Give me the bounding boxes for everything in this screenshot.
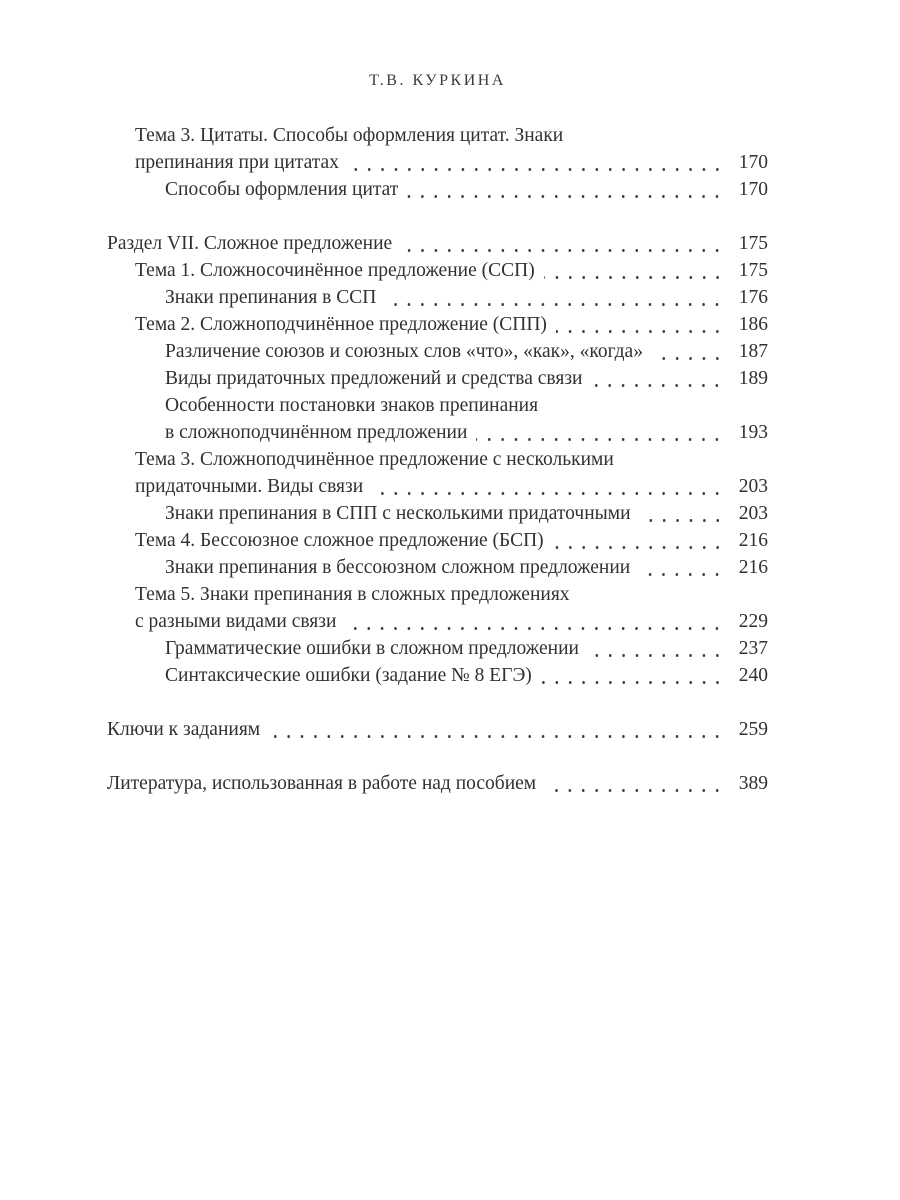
toc-entry-label: придаточными. Виды связи (135, 476, 364, 497)
page-number: 176 (738, 287, 768, 308)
toc-entry-label: Тема 4. Бессоюзное сложное предложение (БСП) (135, 530, 544, 551)
toc-entry (107, 716, 768, 743)
toc-entry-last-line (107, 716, 768, 743)
toc-entry (107, 365, 768, 392)
toc-entry-label: Различение союзов и союзных слов «что», «как», «когда» (165, 341, 643, 362)
page-content (107, 71, 768, 797)
page-number: 229 (738, 611, 768, 632)
page-number: 389 (738, 773, 768, 794)
toc-entry (107, 392, 768, 446)
page-number: 203 (738, 476, 768, 497)
toc-gap (107, 743, 768, 770)
page-number: 189 (738, 368, 768, 389)
toc-entry-last-line (135, 473, 768, 500)
toc-entry-last-line (135, 257, 768, 284)
page-number: 175 (738, 233, 768, 254)
toc-entry-last-line (165, 338, 768, 365)
toc-entry (107, 284, 768, 311)
toc-entry (107, 230, 768, 257)
toc-entry (107, 311, 768, 338)
toc-entry-label: в сложноподчинённом предложении (165, 422, 468, 443)
dot-leader (639, 554, 724, 581)
dot-leader (372, 473, 724, 500)
toc-entry (107, 176, 768, 203)
page-number: 216 (738, 530, 768, 551)
toc-entry-text: Тема 3. Цитаты. Способы оформления цитат. Знаки (135, 125, 564, 146)
toc-entry-label: Литература, использованная в работе над пособием (107, 773, 537, 794)
toc-entry-last-line (165, 635, 768, 662)
dot-leader (640, 500, 724, 527)
toc-entry-label: Тема 2. Сложноподчинённое предложение (СПП) (135, 314, 547, 335)
toc-entry-last-line (135, 149, 768, 176)
toc-entry-last-line (135, 527, 768, 554)
toc-entry-label: препинания при цитатах (135, 152, 339, 173)
page-number: 259 (738, 719, 768, 740)
toc-entry (107, 770, 768, 797)
toc-entry (107, 662, 768, 689)
dot-leader (345, 608, 724, 635)
page-number: 186 (738, 314, 768, 335)
page-number: 170 (738, 152, 768, 173)
toc-entry (107, 581, 768, 635)
toc-entry-label: Знаки препинания в ССП (165, 287, 377, 308)
toc-entry (107, 527, 768, 554)
page-number: 187 (738, 341, 768, 362)
toc-entry-label: Знаки препинания в бессоюзном сложном предложении (165, 557, 631, 578)
toc-entry-label: с разными видами связи (135, 611, 337, 632)
toc-entry (107, 446, 768, 500)
dot-leader (544, 257, 724, 284)
page-number: 203 (738, 503, 768, 524)
dot-leader (545, 770, 724, 797)
toc-gap (107, 689, 768, 716)
toc-entry-last-line (107, 230, 768, 257)
toc-entry-last-line (135, 608, 768, 635)
toc-entry-label: Ключи к заданиям (107, 719, 261, 740)
page-number: 193 (738, 422, 768, 443)
toc-entry-last-line (165, 419, 768, 446)
page-number: 216 (738, 557, 768, 578)
toc-entry (107, 122, 768, 176)
toc-entry-label: Синтаксические ошибки (задание № 8 ЕГЭ) (165, 665, 532, 686)
dot-leader (401, 230, 724, 257)
toc-entry (107, 554, 768, 581)
dot-leader (556, 311, 724, 338)
dot-leader (348, 149, 724, 176)
toc-entry (107, 338, 768, 365)
toc-entry-label: Грамматические ошибки в сложном предложении (165, 638, 579, 659)
toc-entry-last-line (165, 554, 768, 581)
page-number: 240 (738, 665, 768, 686)
toc-entry-text: Тема 5. Знаки препинания в сложных предложениях (135, 584, 570, 605)
toc-entry-last-line (135, 311, 768, 338)
dot-leader (553, 527, 724, 554)
toc-entry-last-line (165, 662, 768, 689)
dot-leader (588, 635, 724, 662)
toc-entry-label: Знаки препинания в СПП с несколькими придаточными (165, 503, 631, 524)
toc-entry (107, 257, 768, 284)
toc-entry-text: Тема 3. Сложноподчинённое предложение с несколькими (135, 449, 614, 470)
toc-entry-label: Виды придаточных предложений и средства связи (165, 368, 583, 389)
dot-leader (652, 338, 724, 365)
dot-leader (269, 716, 724, 743)
toc-entry-last-line (107, 770, 768, 797)
page-number: 170 (738, 179, 768, 200)
toc-entry-label: Раздел VII. Сложное предложение (107, 233, 393, 254)
toc-entry-label: Тема 1. Сложносочинённое предложение (ССП) (135, 260, 535, 281)
toc-entry-last-line (165, 284, 768, 311)
dot-leader (591, 365, 724, 392)
toc-entry-label: Способы оформления цитат (165, 179, 399, 200)
toc-entry (107, 635, 768, 662)
dot-leader (476, 419, 724, 446)
toc-entry-last-line (165, 365, 768, 392)
running-head-author: Т.В. КУРКИНА (369, 72, 506, 89)
toc-entry (107, 500, 768, 527)
toc-list (107, 122, 768, 797)
dot-leader (407, 176, 724, 203)
toc-entry-text: Особенности постановки знаков препинания (165, 395, 539, 416)
dot-leader (385, 284, 724, 311)
toc-entry-last-line (165, 500, 768, 527)
dot-leader (541, 662, 724, 689)
page-number: 237 (738, 638, 768, 659)
page-number: 175 (738, 260, 768, 281)
toc-gap (107, 203, 768, 230)
toc-entry-last-line (165, 176, 768, 203)
